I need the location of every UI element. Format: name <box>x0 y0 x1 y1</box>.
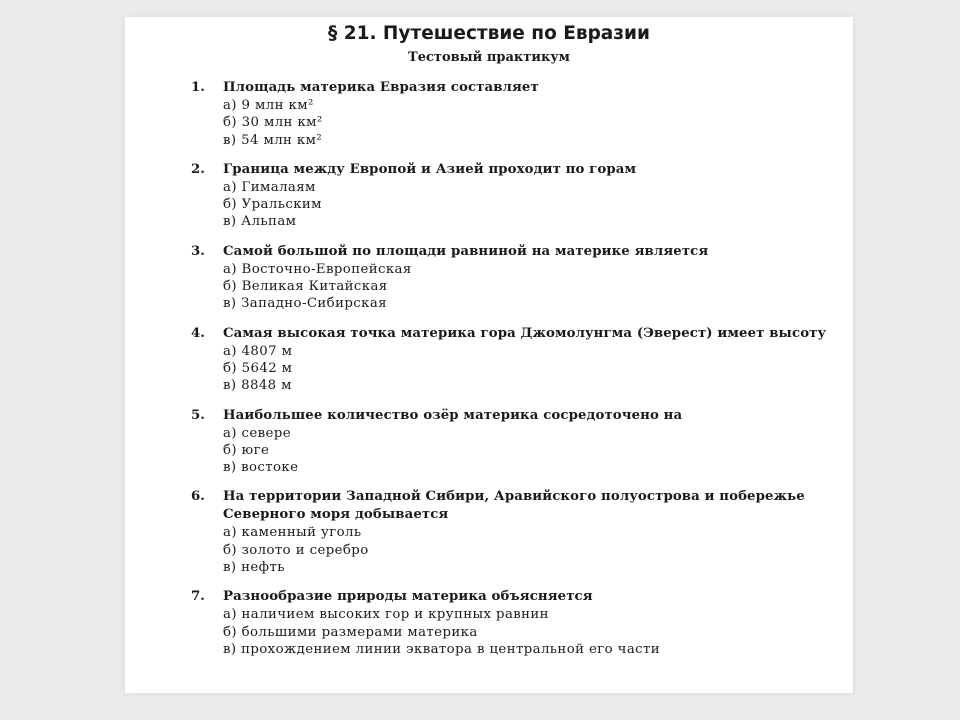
question-item <box>191 488 841 576</box>
question-text: Граница между Европой и Азией проходит по горам <box>223 161 637 177</box>
question-item <box>191 79 841 149</box>
question-number: 7. <box>191 589 205 605</box>
question-text: Разнообразие природы материка объясняется <box>223 589 593 605</box>
answer-option: б) золото и серебро <box>223 542 369 558</box>
question-item <box>191 407 841 477</box>
answer-option: б) юге <box>223 442 270 458</box>
question-number: 4. <box>191 325 205 341</box>
answer-option: в) Западно-Сибирская <box>223 296 387 312</box>
question-text: Самая высокая точка материка гора Джомолунгма (Эверест) имеет высоту <box>223 325 827 341</box>
question-text: Самой большой по площади равниной на материке является <box>223 243 709 259</box>
question-number: 3. <box>191 243 205 259</box>
answer-option: а) 4807 м <box>223 343 293 359</box>
question-number: 6. <box>191 489 205 505</box>
answer-option: а) Гималаям <box>223 179 316 195</box>
question-number: 5. <box>191 407 205 423</box>
answer-option: в) 8848 м <box>223 378 292 394</box>
answer-option: в) Альпам <box>223 214 297 230</box>
question-text: Площадь материка Евразия составляет <box>223 80 539 95</box>
page-title: § 21. Путешествие по Евразии <box>328 23 650 44</box>
answer-option: в) 54 млн км² <box>223 132 323 148</box>
question-item <box>191 161 841 231</box>
answer-option: б) Великая Китайская <box>223 279 388 295</box>
question-text: Наибольшее количество озёр материка сосредоточено на <box>223 407 683 423</box>
answer-option: б) Уральским <box>223 197 322 213</box>
question-item <box>191 243 841 313</box>
question-item <box>191 325 841 395</box>
answer-option: б) 30 млн км² <box>223 115 323 131</box>
answer-option: а) 9 млн км² <box>223 98 314 113</box>
answer-option: в) нефть <box>223 560 285 576</box>
question-number: 2. <box>191 161 205 177</box>
answer-option: б) 5642 м <box>223 360 293 376</box>
question-list <box>191 79 841 658</box>
page-subtitle: Тестовый практикум <box>408 50 570 65</box>
answer-option: а) каменный уголь <box>223 525 362 541</box>
question-item <box>191 588 841 658</box>
answer-option: а) Восточно-Европейская <box>223 261 412 277</box>
answer-option: а) севере <box>223 425 291 441</box>
document-page <box>125 17 853 693</box>
question-number: 1. <box>191 80 205 95</box>
answer-option: в) прохождением линии экватора в центральной его части <box>223 641 661 657</box>
question-text: На территории Западной Сибири, Аравийского полуострова и побережье Северного моря добывается <box>223 489 805 523</box>
answer-option: а) наличием высоких гор и крупных равнин <box>223 607 549 623</box>
answer-option: б) большими размерами материка <box>223 624 478 640</box>
answer-option: в) востоке <box>223 460 299 476</box>
